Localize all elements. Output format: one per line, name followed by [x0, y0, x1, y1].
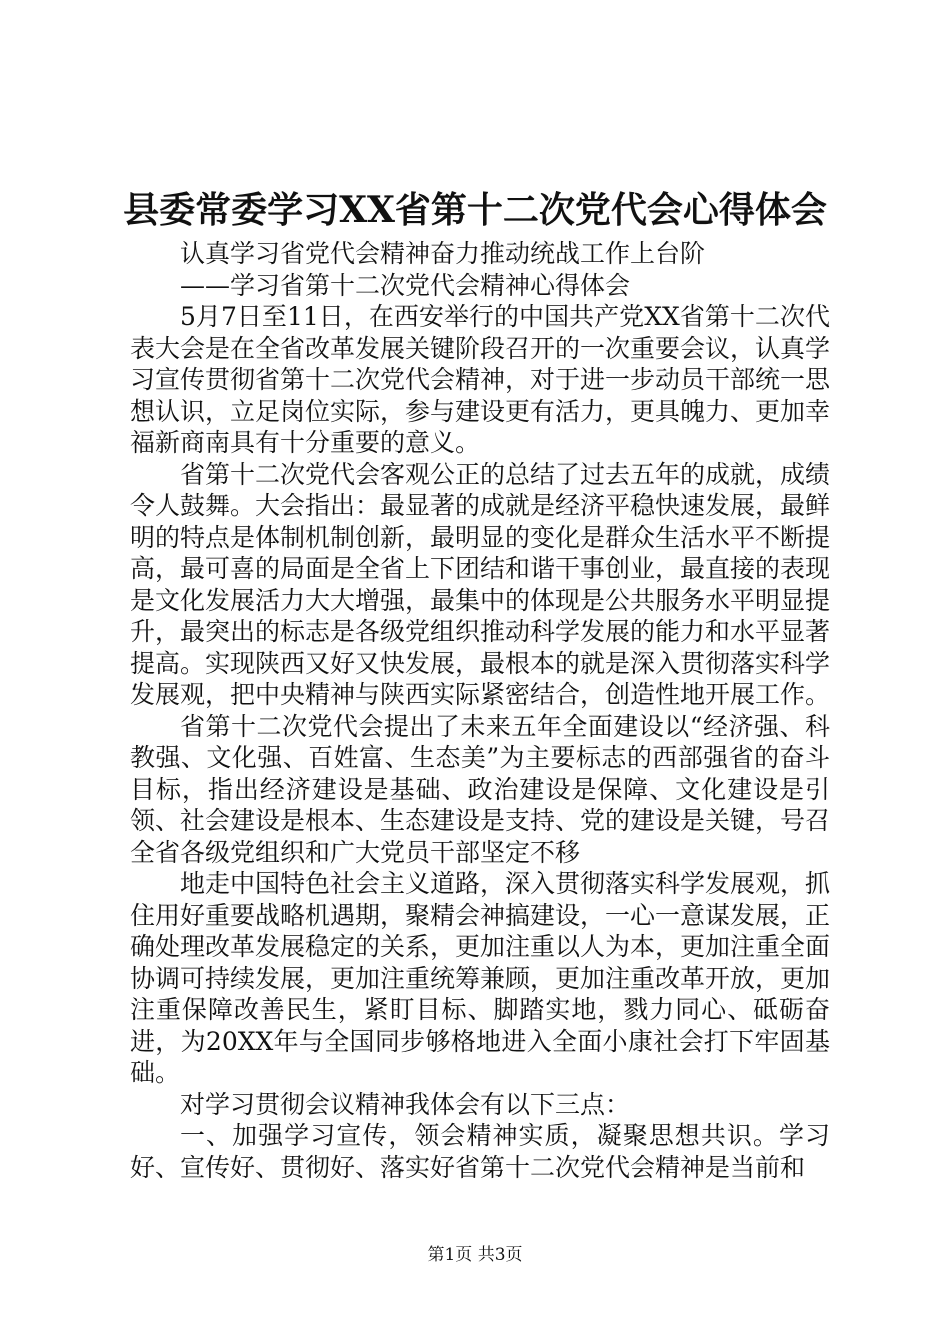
- body-paragraph: 省第十二次党代会提出了未来五年全面建设以“经济强、科教强、文化强、百姓富、生态美”为主要标志的西部强省的奋斗目标，指出经济建设是基础、政治建设是保障、文化建设是引领、社会建设是根本、生态建设是支持、党的建设是关键，号召全省各级党组织和广大党员干部坚定不移: [130, 711, 831, 867]
- subtitle-line: 认真学习省党代会精神奋力推动统战工作上台阶: [180, 239, 706, 268]
- document-body: [130, 238, 830, 1183]
- body-paragraph: 省第十二次党代会客观公正的总结了过去五年的成就，成绩令人鼓舞。大会指出：最显著的成就是经济平稳快速发展，最鲜明的特点是体制机制创新，最明显的变化是群众生活水平不断提高，最可喜的局面是全省上下团结和谐干事创业，最直接的表现是文化发展活力大大增强，最集中的体现是公共服务水平明显提升，最突出的标志是各级党组织推动科学发展的能力和水平显著提高。实现陕西又好又快发展，最根本的就是深入贯彻落实科学发展观，把中央精神与陕西实际紧密结合，创造性地开展工作。: [130, 459, 831, 709]
- body-paragraph: 一、加强学习宣传，领会精神实质，凝聚思想共识。学习好、宣传好、贯彻好、落实好省第十二次党代会精神是当前和: [130, 1121, 830, 1182]
- document-title: 县委常委学习XX省第十二次党代会心得体会: [123, 189, 827, 231]
- body-paragraph: 地走中国特色社会主义道路，深入贯彻落实科学发展观，抓住用好重要战略机遇期，聚精会神搞建设，一心一意谋发展，正确处理改革发展稳定的关系，更加注重以人为本，更加注重全面协调可持续发展，更加注重统筹兼顾，更加注重改革开放，更加注重保障改善民生，紧盯目标、脚踏实地，戮力同心、砥砺奋进，为20XX年与全国同步够格地进入全面小康社会打下牢固基础。: [130, 869, 831, 1087]
- subtitle-sub-line: ——学习省第十二次党代会精神心得体会: [180, 270, 631, 300]
- body-paragraph: 5月7日至11日，在西安举行的中国共产党XX省第十二次代表大会是在全省改革发展关键阶段召开的一次重要会议，认真学习宣传贯彻省第十二次党代会精神，对于进一步动员干部统一思想认识，立足岗位实际，参与建设更有活力，更具魄力、更加幸福新商南具有十分重要的意义。: [130, 302, 831, 457]
- page-footer: 第1页 共3页: [427, 1245, 523, 1265]
- body-paragraph: 对学习贯彻会议精神我体会有以下三点：: [180, 1089, 631, 1119]
